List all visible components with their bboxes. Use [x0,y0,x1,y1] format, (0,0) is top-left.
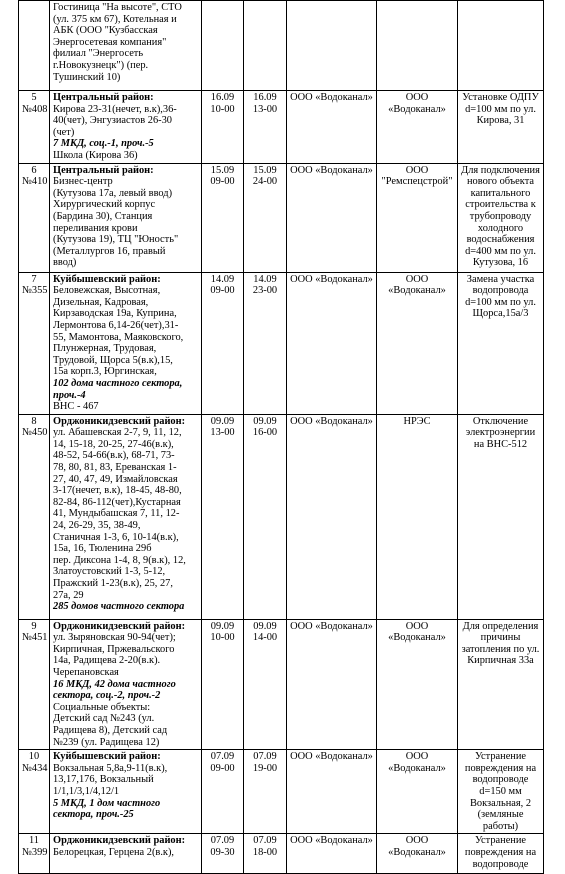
organization: ООО «Водоканал» [290,835,373,847]
executor-cell [377,272,458,414]
address-line: Дизельная, Кадровая, [53,296,149,308]
address-line: ВНС - 467 [53,401,99,413]
address-line: Кирова 23-31(нечет, в.к),36- [53,103,177,115]
address-line: ул. Абашевская 2-7, 9, 11, 12, [53,427,182,439]
executor-cell [377,619,458,750]
executor: ООО «Водоканал» [388,92,446,115]
reason-cell [458,619,544,750]
organization: ООО «Водоканал» [290,164,373,176]
reason-cell [458,1,544,91]
address-cell [50,619,202,750]
address-line: проч.-4 [53,389,86,401]
organization-cell [287,272,377,414]
address-cell [50,834,202,874]
start-date: 14.09 [210,273,235,285]
address-cell [50,1,202,91]
address-line: Белорецкая, Герцена 2(в.к), [53,846,175,858]
executor: ООО «Водоканал» [388,835,446,858]
end-cell [244,163,287,272]
start-cell [202,834,244,874]
end-date: 09.09 [253,620,277,632]
start-cell [202,619,244,750]
address-line: 24, 26-29, 35, 38-49, [53,520,141,532]
address-line: 27, 40, 47, 49, Измайловская [53,473,178,485]
address-line: 14, 15-18, 20-25, 27-46(в.к), [53,438,174,450]
address-line: Орджоникидзевский район: [53,620,186,632]
address-line: Станичная 1-3, 6, 10-14(в.к), [53,531,179,543]
organization: ООО «Водоканал» [290,415,373,427]
reason-text: Отключение электроэнергии на ВНС-512 [465,415,536,450]
table-row [19,414,544,619]
row-number: 11 [28,835,39,847]
request-id: №355 [22,285,48,297]
executor-cell [377,414,458,619]
address-line: Орджоникидзевский район: [53,835,186,847]
start-time: 09-00 [210,285,235,297]
reason-cell [458,750,544,834]
address-line: 285 домов частного сектора [53,601,185,613]
row-number-cell [19,750,50,834]
request-id: №451 [22,632,48,644]
row-number-cell [19,163,50,272]
executor-cell [377,163,458,272]
end-date: 14.09 [253,273,277,285]
end-date: 07.09 [253,751,277,763]
reason-text: Для определения причины затопления по ул. Кирпичная 33а [461,620,540,667]
start-cell [202,750,244,834]
start-cell [202,163,244,272]
organization: ООО «Водоканал» [290,751,373,763]
address-line: Беловежская, Высотная, [53,285,161,297]
end-time: 13-00 [252,103,278,115]
address-line: Куйбышевский район: [53,273,161,285]
address-cell [50,272,202,414]
request-id: №410 [22,176,48,188]
address-line: Детский сад №243 (ул. [53,713,155,725]
table-row [19,91,544,164]
start-cell [202,1,244,91]
address-line: переливания крови [53,222,138,234]
start-time: 10-00 [210,632,235,644]
address-line: 16 МКД, 42 дома частного [53,678,176,690]
start-date: 07.09 [210,835,235,847]
address-line: филиал "Энергосеть [53,48,144,60]
address-line: 27а, 29 [53,589,84,601]
start-cell [202,272,244,414]
address-cell [50,414,202,619]
end-time: 16-00 [252,427,278,439]
row-number: 8 [31,415,37,427]
address-line: 5 МКД, 1 дом частного [53,797,161,809]
address-line: Златоустовский 1-3, 5-12, [53,566,166,578]
reason-cell [458,414,544,619]
table-body [19,1,544,874]
end-cell [244,750,287,834]
reason-text: Устранение повреждения на водопроводе [464,835,537,870]
address-line: 3-17(нечет, в.к), 18-45, 48-80, [53,485,182,497]
end-time: 24-00 [252,176,278,188]
request-id: №399 [22,846,48,858]
address-line: Радищева 8), Детский сад [53,725,168,737]
table-row [19,834,544,874]
document-page [18,0,543,874]
address-line: №239 (ул. Радищева 12) [53,736,160,748]
reason-cell [458,91,544,164]
organization-cell [287,91,377,164]
row-number-cell [19,1,50,91]
address-line: 13,17,176, Вокзальный [53,774,154,786]
end-time: 18-00 [252,846,278,858]
organization-cell [287,163,377,272]
address-line: Пражский 1-23(в.к), 25, 27, [53,578,173,589]
executor-cell [377,750,458,834]
address-line: Орджоникидзевский район: [53,415,186,427]
organization: ООО «Водоканал» [290,92,373,103]
organization-cell [287,750,377,834]
executor: ООО "Ремспецстрой" [381,164,453,188]
address-line: 14а, Радищева 2-20(в.к). [53,655,161,667]
address-line: 41, Мундыбашская 7, 11, 12- [53,508,180,520]
address-cell [50,163,202,272]
address-line: сектора, соц.-2, проч.-2 [53,690,161,702]
executor: НРЭС [403,415,431,427]
end-time: 23-00 [252,285,278,297]
address-line: 48-52, 54-66(в.к), 68-71, 73- [53,450,175,462]
address-line: Центральный район: [53,164,154,176]
start-time: 09-00 [210,762,235,774]
address-line: Трудовой, Щорса 5(в.к),15, [53,354,173,366]
table-row [19,619,544,750]
executor-cell [377,834,458,874]
address-line: 102 дома частного сектора, [53,377,183,389]
row-number-cell [19,91,50,164]
start-date: 15.09 [210,164,235,176]
address-line: Энергосетевая компания" [53,36,167,48]
row-number: 6 [31,164,37,176]
table-row [19,1,544,91]
start-date: 16.09 [210,92,235,103]
end-cell [244,834,287,874]
address-line: Хирургический корпус [53,199,156,211]
end-time: 19-00 [252,762,278,774]
reason-cell [458,834,544,874]
address-line: 40(чет), Энгузиастов 26-30 [53,115,172,127]
row-number: 5 [31,92,37,103]
request-id: №450 [22,427,48,439]
address-line: Плунжерная, Трудовая, [53,343,157,355]
start-date: 09.09 [210,620,235,632]
end-cell [244,619,287,750]
row-number-cell [19,272,50,414]
organization: ООО «Водоканал» [290,273,373,285]
reason-text: Для подключения нового объекта капитального строительства к трубопроводу холодного водоснабжения d=400 мм по ул. Кутузова, 16 [461,164,540,269]
end-cell [244,1,287,91]
end-cell [244,91,287,164]
outage-table [18,0,544,874]
address-cell [50,91,202,164]
executor: ООО «Водоканал» [388,751,446,774]
start-cell [202,91,244,164]
organization-cell [287,619,377,750]
row-number-cell [19,619,50,750]
request-id: №408 [22,103,48,115]
address-line: Вокзальная 5,8а,9-11(в.к), [53,762,168,774]
start-date: 07.09 [210,751,235,763]
address-line: ул. Зыряновская 90-94(чет); [53,632,176,644]
address-line: пер. Диксона 1-4, 8, 9(в.к), 12, [53,554,186,566]
address-line: Тушинский 10) [53,71,121,83]
row-number: 9 [31,620,37,632]
end-date: 16.09 [253,92,277,103]
start-cell [202,414,244,619]
address-line: 82-84, 86-112(чет),Кустарная [53,496,181,508]
address-line: 1/1,1/3,1/4,12/1 [53,786,120,797]
row-number-cell [19,834,50,874]
row-number: 7 [31,273,37,285]
address-line: Центральный район: [53,92,154,103]
row-number: 10 [28,751,40,763]
end-cell [244,414,287,619]
address-line: АБК (ООО "Кузбасская [53,25,158,37]
table-row [19,163,544,272]
address-line: Кирпичная, Пржевальского [53,643,175,655]
start-date: 09.09 [210,415,235,427]
address-line: 55, Мамонтова, Маяковского, [53,331,184,343]
address-line: ввод) [53,257,77,269]
address-line: сектора, проч.-25 [53,809,134,821]
executor-cell [377,1,458,91]
address-line: Гостиница "На высоте", СТО [53,2,182,13]
reason-text: Замена участка водопровода d=100 мм по ул. Щорса,15а/3 [465,273,536,320]
row-number-cell [19,414,50,619]
start-time: 09-00 [210,176,235,188]
end-cell [244,272,287,414]
address-line: Лермонтова 6,14-26(чет),31- [53,319,179,331]
address-cell [50,750,202,834]
start-time: 13-00 [210,427,235,439]
end-date: 09.09 [253,415,277,427]
reason-text: Устранение повреждения на водопроводе d=150 мм Вокзальная, 2 (земляные работы) [464,751,537,832]
address-line: Школа (Кирова 36) [53,149,138,161]
address-line: 7 МКД, соц.-1, проч.-5 [53,138,154,150]
executor: ООО «Водоканал» [388,620,446,644]
reason-text: Установке ОДПУ d=100 мм по ул. Кирова, 31 [462,92,539,127]
request-id: №434 [22,762,48,774]
address-line: 15а корп.3, Юргинская, [53,366,157,378]
executor: ООО «Водоканал» [388,273,446,297]
table-row [19,750,544,834]
address-line: Черепановская [53,667,119,679]
end-date: 07.09 [253,835,277,847]
address-line: (Металлургов 16, правый [53,245,166,257]
address-line: (ул. 375 км 67), Котельная и [53,13,177,25]
address-line: г.Новокузнецк") (пер. [53,59,149,71]
address-line: 15а, 16, Тюленина 29б [53,543,152,555]
organization-cell [287,414,377,619]
start-time: 09-30 [210,846,235,858]
end-time: 14-00 [252,632,278,644]
address-line: Социальные объекты: [53,701,151,713]
address-line: Куйбышевский район: [53,751,161,763]
address-line: (Кутузова 19), ТЦ "Юность" [53,234,179,246]
start-time: 10-00 [210,103,235,115]
address-line: (Бардина 30), Станция [53,210,153,222]
end-date: 15.09 [253,164,277,176]
reason-cell [458,163,544,272]
organization: ООО «Водоканал» [290,620,373,632]
address-line: Бизнес-центр [53,176,113,188]
organization-cell [287,834,377,874]
table-row [19,272,544,414]
address-line: (Кутузова 17а, левый ввод) [53,187,173,199]
address-line: Кирзаводская 19а, Куприна, [53,308,177,320]
reason-cell [458,272,544,414]
executor-cell [377,91,458,164]
address-line: 78, 80, 81, 83, Ереванская 1- [53,462,177,474]
organization-cell [287,1,377,91]
address-line: (чет) [53,126,75,138]
